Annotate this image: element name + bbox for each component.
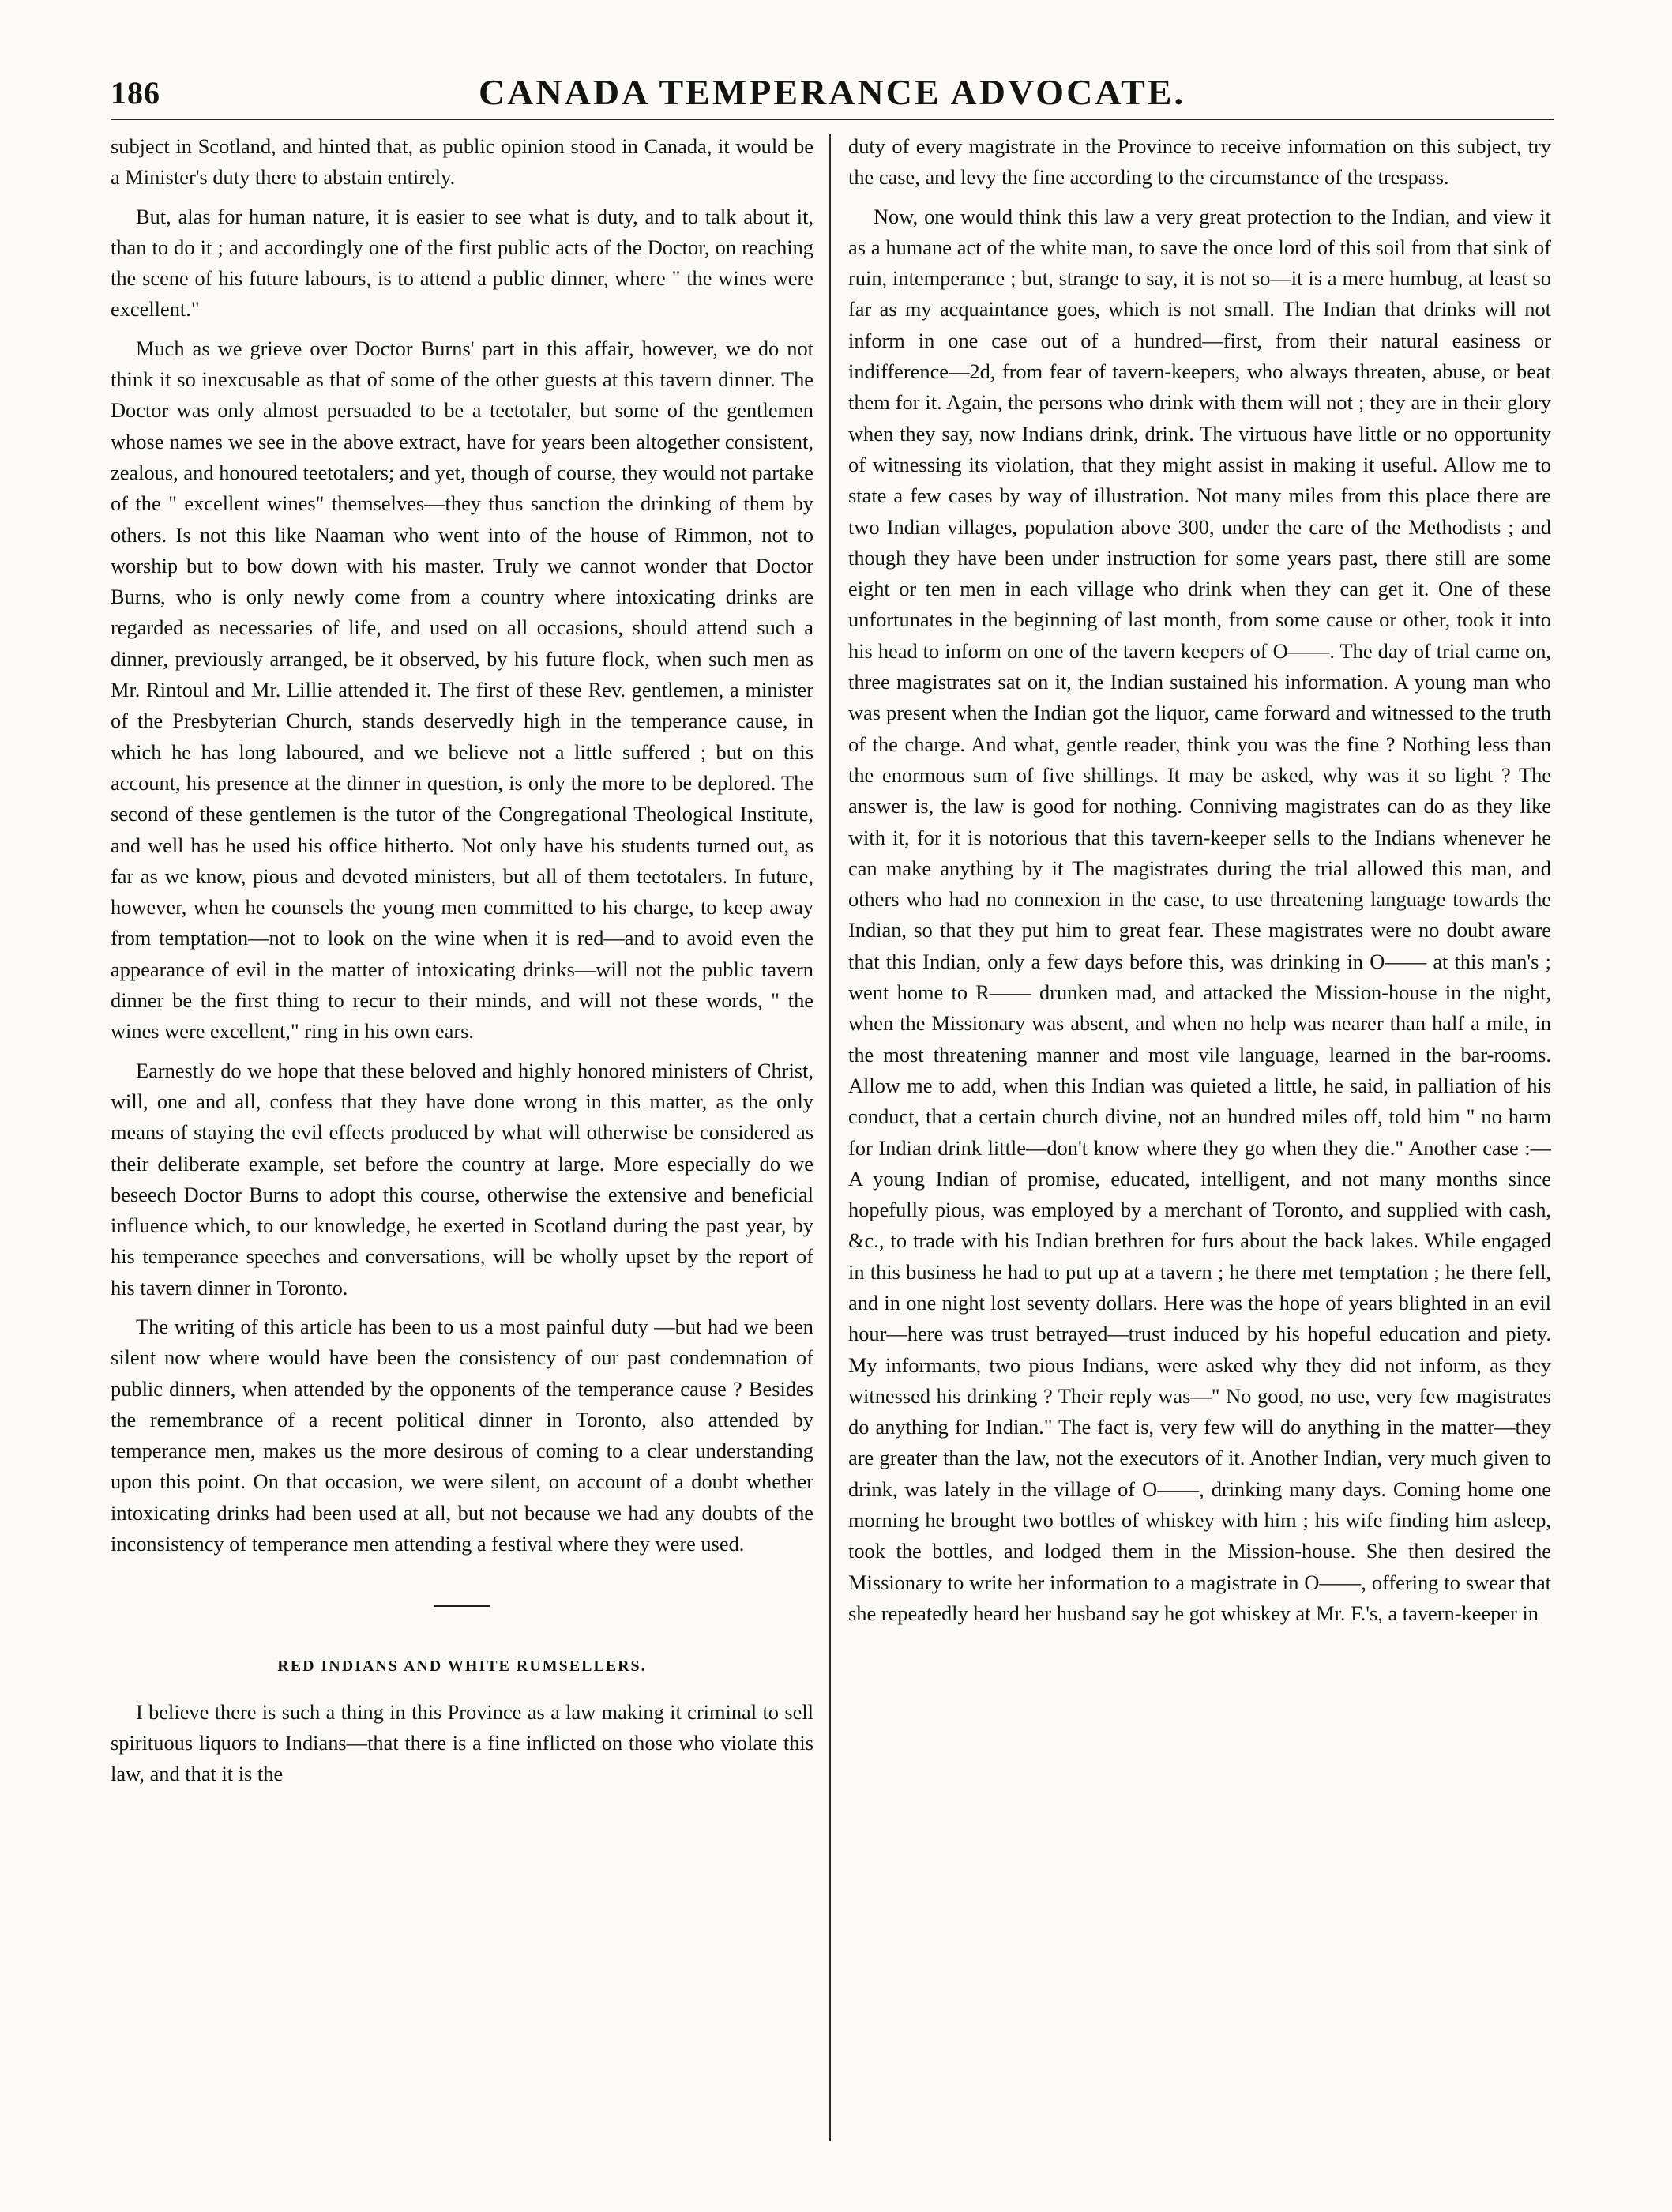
paragraph: subject in Scotland, and hinted that, as public opinion stood in Canada, it would be a Minister's duty there to abstain entirely. — [111, 134, 813, 190]
right-column — [831, 131, 1551, 2141]
paragraph: duty of every magistrate in the Province to receive information on this subject, try the case, and levy the fine according to the circumstance of the trespass. — [848, 134, 1551, 190]
columns — [111, 131, 1554, 2141]
paragraph: I believe there is such a thing in this Province as a law making it criminal to sell spirituous liquors to Indians—that there is a fine inflicted on those who violate this law, and that it is the — [111, 1699, 813, 1786]
paragraph: The writing of this article has been to us a most painful duty —but had we been silent now where would have been the consistency of our past condemnation of public dinners, when attended by the opponents of the temperance cause ? Besides the remembrance of a recent political dinner in Toronto, also attended by temperance men, makes us the more desirous of coming to a clear understanding upon this point. On that occasion, we were silent, on account of a doubt whether intoxicating drinks had been used at all, but not because we had any doubts of the inconsistency of temperance men attending a festival where they were used. — [111, 1314, 813, 1556]
paragraph: Earnestly do we hope that these beloved and highly honored ministers of Christ, will, one and all, confess that they have done wrong in this matter, as the only means of staying the evil effects produced by what will otherwise be considered as their deliberate example, set before the country at large. More especially do we beseech Doctor Burns to adopt this course, otherwise the extensive and beneficial influence which, to our knowledge, he exerted in Scotland during the past year, by his temperance speeches and conversations, will be wholly upset by the report of his tavern dinner in Toronto. — [111, 1058, 813, 1300]
paragraph: Now, one would think this law a very great protection to the Indian, and view it as a humane act of the white man, to save the once lord of this soil from that sink of ruin, intemperance ; but, strange to say, it is not so—it is a mere humbug, at least so far as my acquaintance goes, which is not small. The Indian that drinks will not inform in one case out of a hundred—first, from their natural easiness or indifference—2d, from fear of tavern-keepers, who always threaten, abuse, or beat them for it. Again, the persons who drink with them will not ; they are in their glory when they say, now Indians drink, drink. The virtuous have little or no opportunity of witnessing its violation, that they might assist in making it useful. Allow me to state a few cases by way of illustration. Not many miles from this place there are two Indian villages, population above 300, under the care of the Methodists ; and though they have been under instruction for some years past, there still are some eight or ten men in each village who drink when they can get it. One of these unfortunates in the beginning of last month, from some cause or other, took it into his head to inform on one of the tavern keepers of O——. The day of trial came on, three magistrates sat on it, the Indian sustained his information. A young man who was present when the Indian got the liquor, came forward and witnessed to the truth of the charge. And what, gentle reader, think you was the fine ? Nothing less than the enormous sum of five shillings. It may be asked, why was it so light ? The answer is, the law is good for nothing. Conniving magistrates can do as they like with it, for it is notorious that this tavern-keeper sells to the Indians whenever he can make anything by it The magistrates during the trial allowed this man, and others who had no connexion in the case, to use threatening language towards the Indian, so that they put him to great fear. These magistrates were no doubt aware that this Indian, only a few days before this, was drinking in O—— at this man's ; went home to R—— drunken mad, and attacked the Mission-house in the night, when the Missionary was absent, and when no help was nearer than half a mile, in the most threatening manner and most vile language, learned in the bar-rooms. Allow me to add, when this Indian was quieted a little, he said, in palliation of his conduct, that a certain church divine, not an hundred miles off, told him " no harm for Indian drink little—don't know where they go when they die." Another case :—A young Indian of promise, educated, intelligent, and not many months since hopefully pious, was employed by a merchant of Toronto, and supplied with cash, &c., to trade with his Indian brethren for furs about the back lakes. While engaged in this business he had to put up at a tavern ; he there met temptation ; he there fell, and in one night lost seventy dollars. Here was the hope of years blighted in an evil hour—here was trust betrayed—trust induced by his hopeful education and piety. My informants, two pious Indians, were asked why they did not inform, as they witnessed his drinking ? Their reply was—" No good, no use, very few magistrates do anything for Indian." The fact is, very few will do anything in the matter—they are greater than the law, not the executors of it. Another Indian, very much given to drink, was lately in the village of O——, drinking many days. Coming home one morning he brought two bottles of whiskey with him ; his wife finding him asleep, took the bottles, and lodged them in the Mission-house. She then desired the Missionary to write her information to a magistrate in O——, offering to swear that she repeatedly heard her husband say he got whiskey at Mr. F.'s, a tavern-keeper in — [848, 204, 1551, 1625]
paragraph: But, alas for human nature, it is easier to see what is duty, and to talk about it, than to do it ; and accordingly one of the first public acts of the Doctor, on reaching the scene of his future labours, is to attend a public dinner, where " the wines were excellent." — [111, 204, 813, 322]
paragraph: Much as we grieve over Doctor Burns' part in this affair, however, we do not think it so inexcusable as that of some of the other guests at this tavern dinner. The Doctor was only almost persuaded to be a teetotaler, but some of the gentlemen whose names we see in the above extract, have for years been altogether consistent, zealous, and honoured teetotalers; and yet, though of course, they would not partake of the " excellent wines" themselves—they thus sanction the drinking of them by others. Is not this like Naaman who went into of the house of Rimmon, not to worship but to bow down with his master. Truly we cannot wonder that Doctor Burns, who is only newly come from a country where intoxicating drinks are regarded as necessaries of life, and used on all occasions, should attend such a dinner, previously arranged, be it observed, by his future flock, when such men as Mr. Rintoul and Mr. Lillie attended it. The first of these Rev. gentlemen, a minister of the Presbyterian Church, stands deservedly high in the temperance cause, in which he has long laboured, and we believe not a little suffered ; but on this account, his presence at the dinner in question, is only the more to be deplored. The second of these gentlemen is the tutor of the Congregational Theological Institute, and well has he used his office hitherto. Not only have his students turned out, as far as we know, pious and devoted ministers, but all of them teetotalers. In future, however, when he counsels the young men committed to his charge, to keep away from temptation—not to look on the wine when it is red—and to avoid even the appearance of evil in the matter of intoxicating drinks—will not the public tavern dinner be the first thing to recur to their minds, and will not these words, " the wines were excellent," ring in his own ears. — [111, 336, 813, 1044]
page-number: 186 — [111, 75, 160, 111]
section-heading: RED INDIANS AND WHITE RUMSELLERS. — [277, 1657, 647, 1676]
left-column — [111, 131, 829, 2141]
journal-title: CANADA TEMPERANCE ADVOCATE. — [479, 72, 1185, 112]
section-divider — [434, 1605, 490, 1607]
masthead — [111, 70, 1554, 120]
